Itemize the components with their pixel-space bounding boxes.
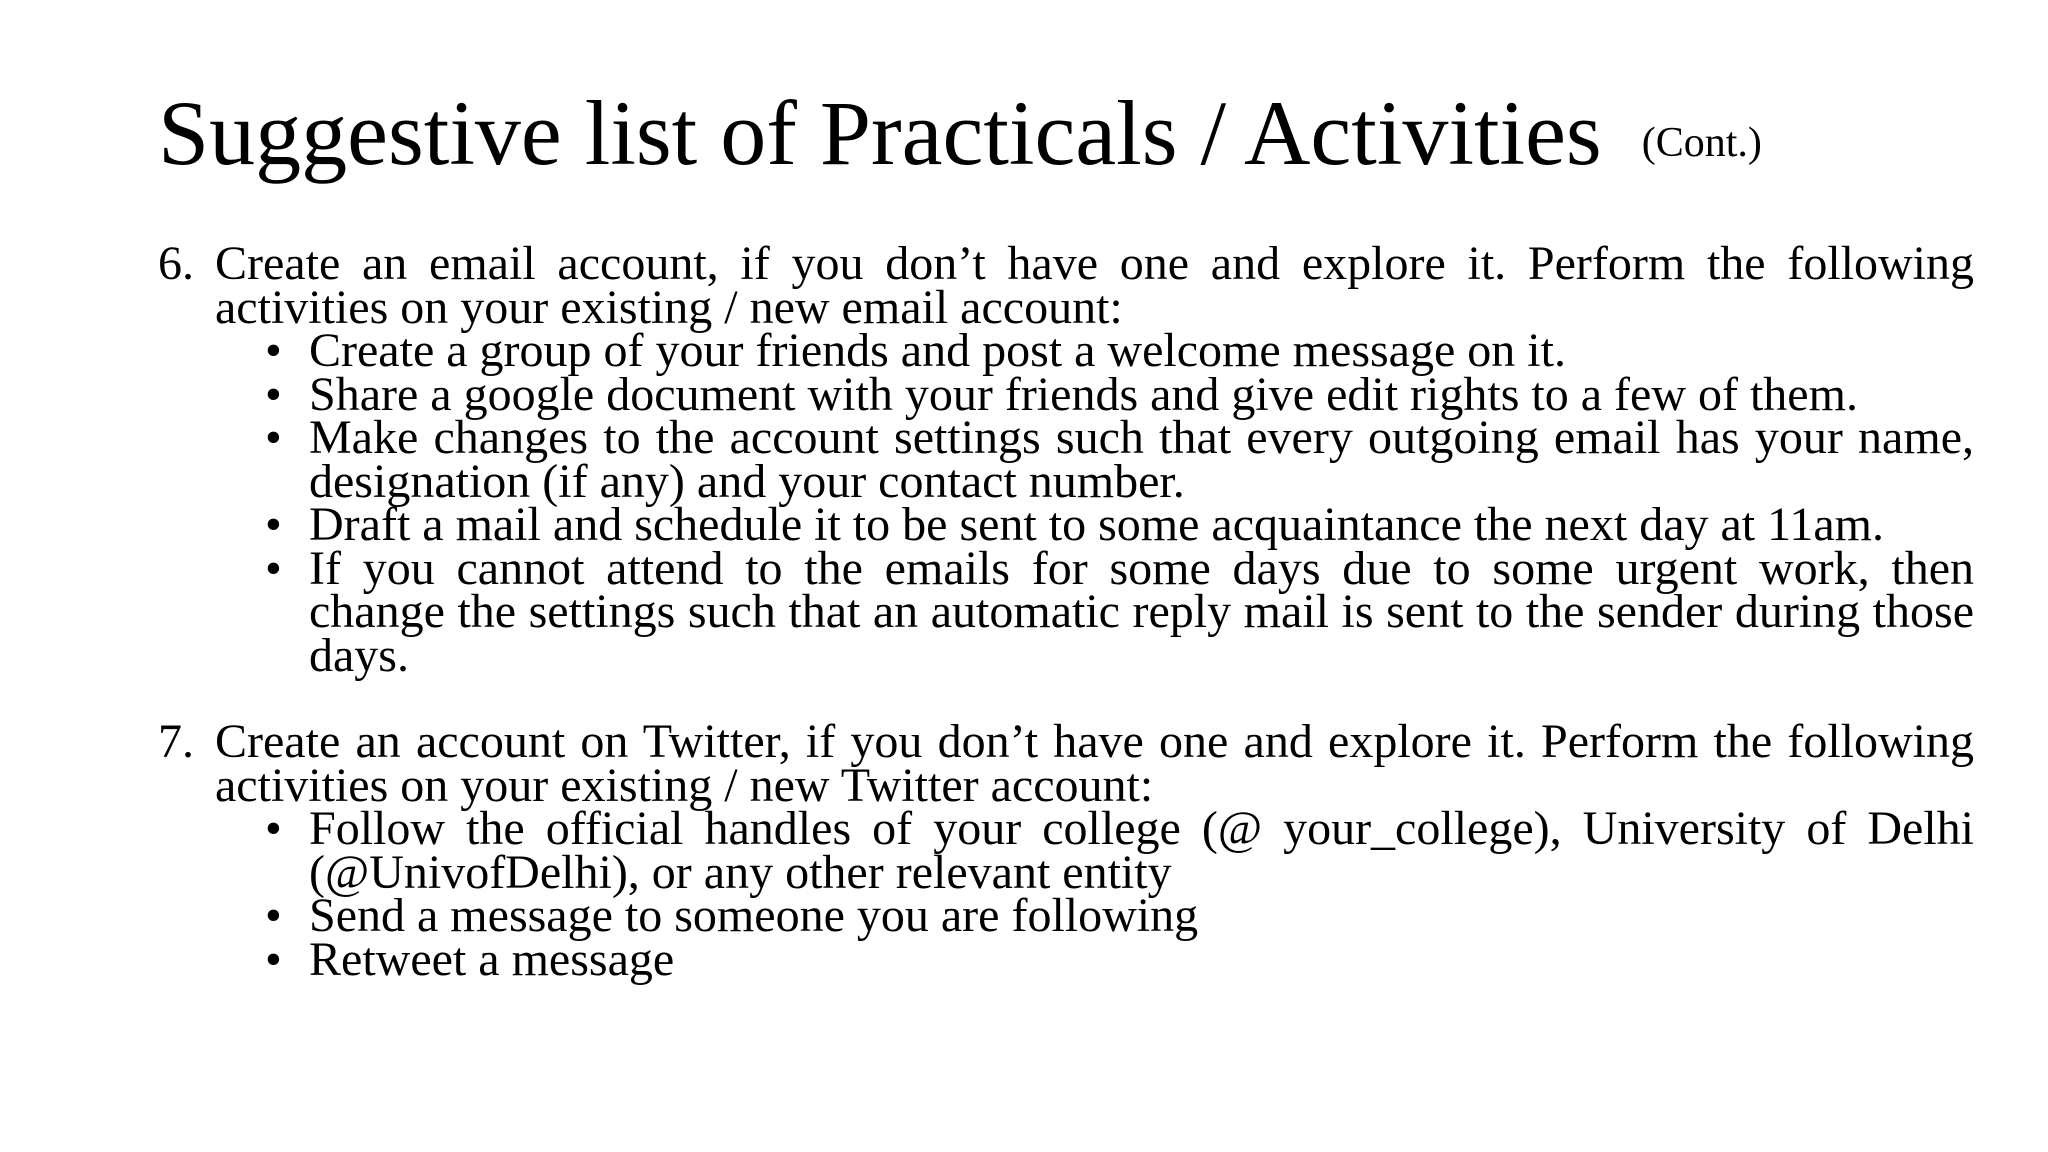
bullet-item [265,802,1974,899]
item-text: Create an account on Twitter, if you don’t have one and explore it. Perform the following activities on your existing / new Twitter account: [215,715,1974,812]
bullet-item [265,498,1974,551]
bullet-text: Send a message to someone you are following [309,889,1199,942]
item-number: 7. [158,715,194,768]
bullet-text: Create a group of your friends and post a welcome message on it. [309,324,1566,377]
bullet-text: Retweet a message [309,932,675,986]
slide-title [158,78,1762,198]
slide-title-text: Suggestive list of Practicals / Activities [158,82,1602,184]
list-item-6 [158,237,1974,682]
bullet-icon: • [265,932,282,986]
bullet-item [265,411,1974,508]
bullet-icon: • [265,411,282,464]
bullet-item [265,889,1974,942]
bullet-list [215,802,1974,986]
bullet-text: Draft a mail and schedule it to be sent to some acquaintance the next day at 11am. [309,498,1884,551]
item-content [215,237,1974,682]
bullet-icon: • [265,367,282,421]
bullet-item [265,367,1974,421]
item-content [215,715,1974,986]
bullet-text: Share a google document with your friends and give edit rights to a few of them. [309,367,1858,421]
bullet-icon: • [265,541,282,595]
item-number: 6. [158,237,194,290]
bullet-text: If you cannot attend to the emails for some days due to some urgent work, then change the settings such that an automatic reply mail is sent to the sender during those days. [309,541,1974,682]
bullet-icon: • [265,324,282,377]
bullet-item [265,541,1974,682]
bullet-item [265,324,1974,377]
bullet-icon: • [265,889,282,942]
slide-title-suffix: (Cont.) [1641,120,1762,166]
bullet-icon: • [265,498,282,551]
bullet-list [215,324,1974,682]
bullet-icon: • [265,802,282,855]
bullet-item [265,932,1974,986]
bullet-text: Make changes to the account settings such that every outgoing email has your name, designation (if any) and your contact number. [309,411,1974,508]
slide-body [158,237,1974,986]
item-text: Create an email account, if you don’t have one and explore it. Perform the following activities on your existing / new email account: [215,237,1974,334]
bullet-text: Follow the official handles of your college (@ your_college), University of Delhi (@UnivofDelhi), or any other relevant entity [309,802,1974,899]
list-item-7 [158,715,1974,986]
